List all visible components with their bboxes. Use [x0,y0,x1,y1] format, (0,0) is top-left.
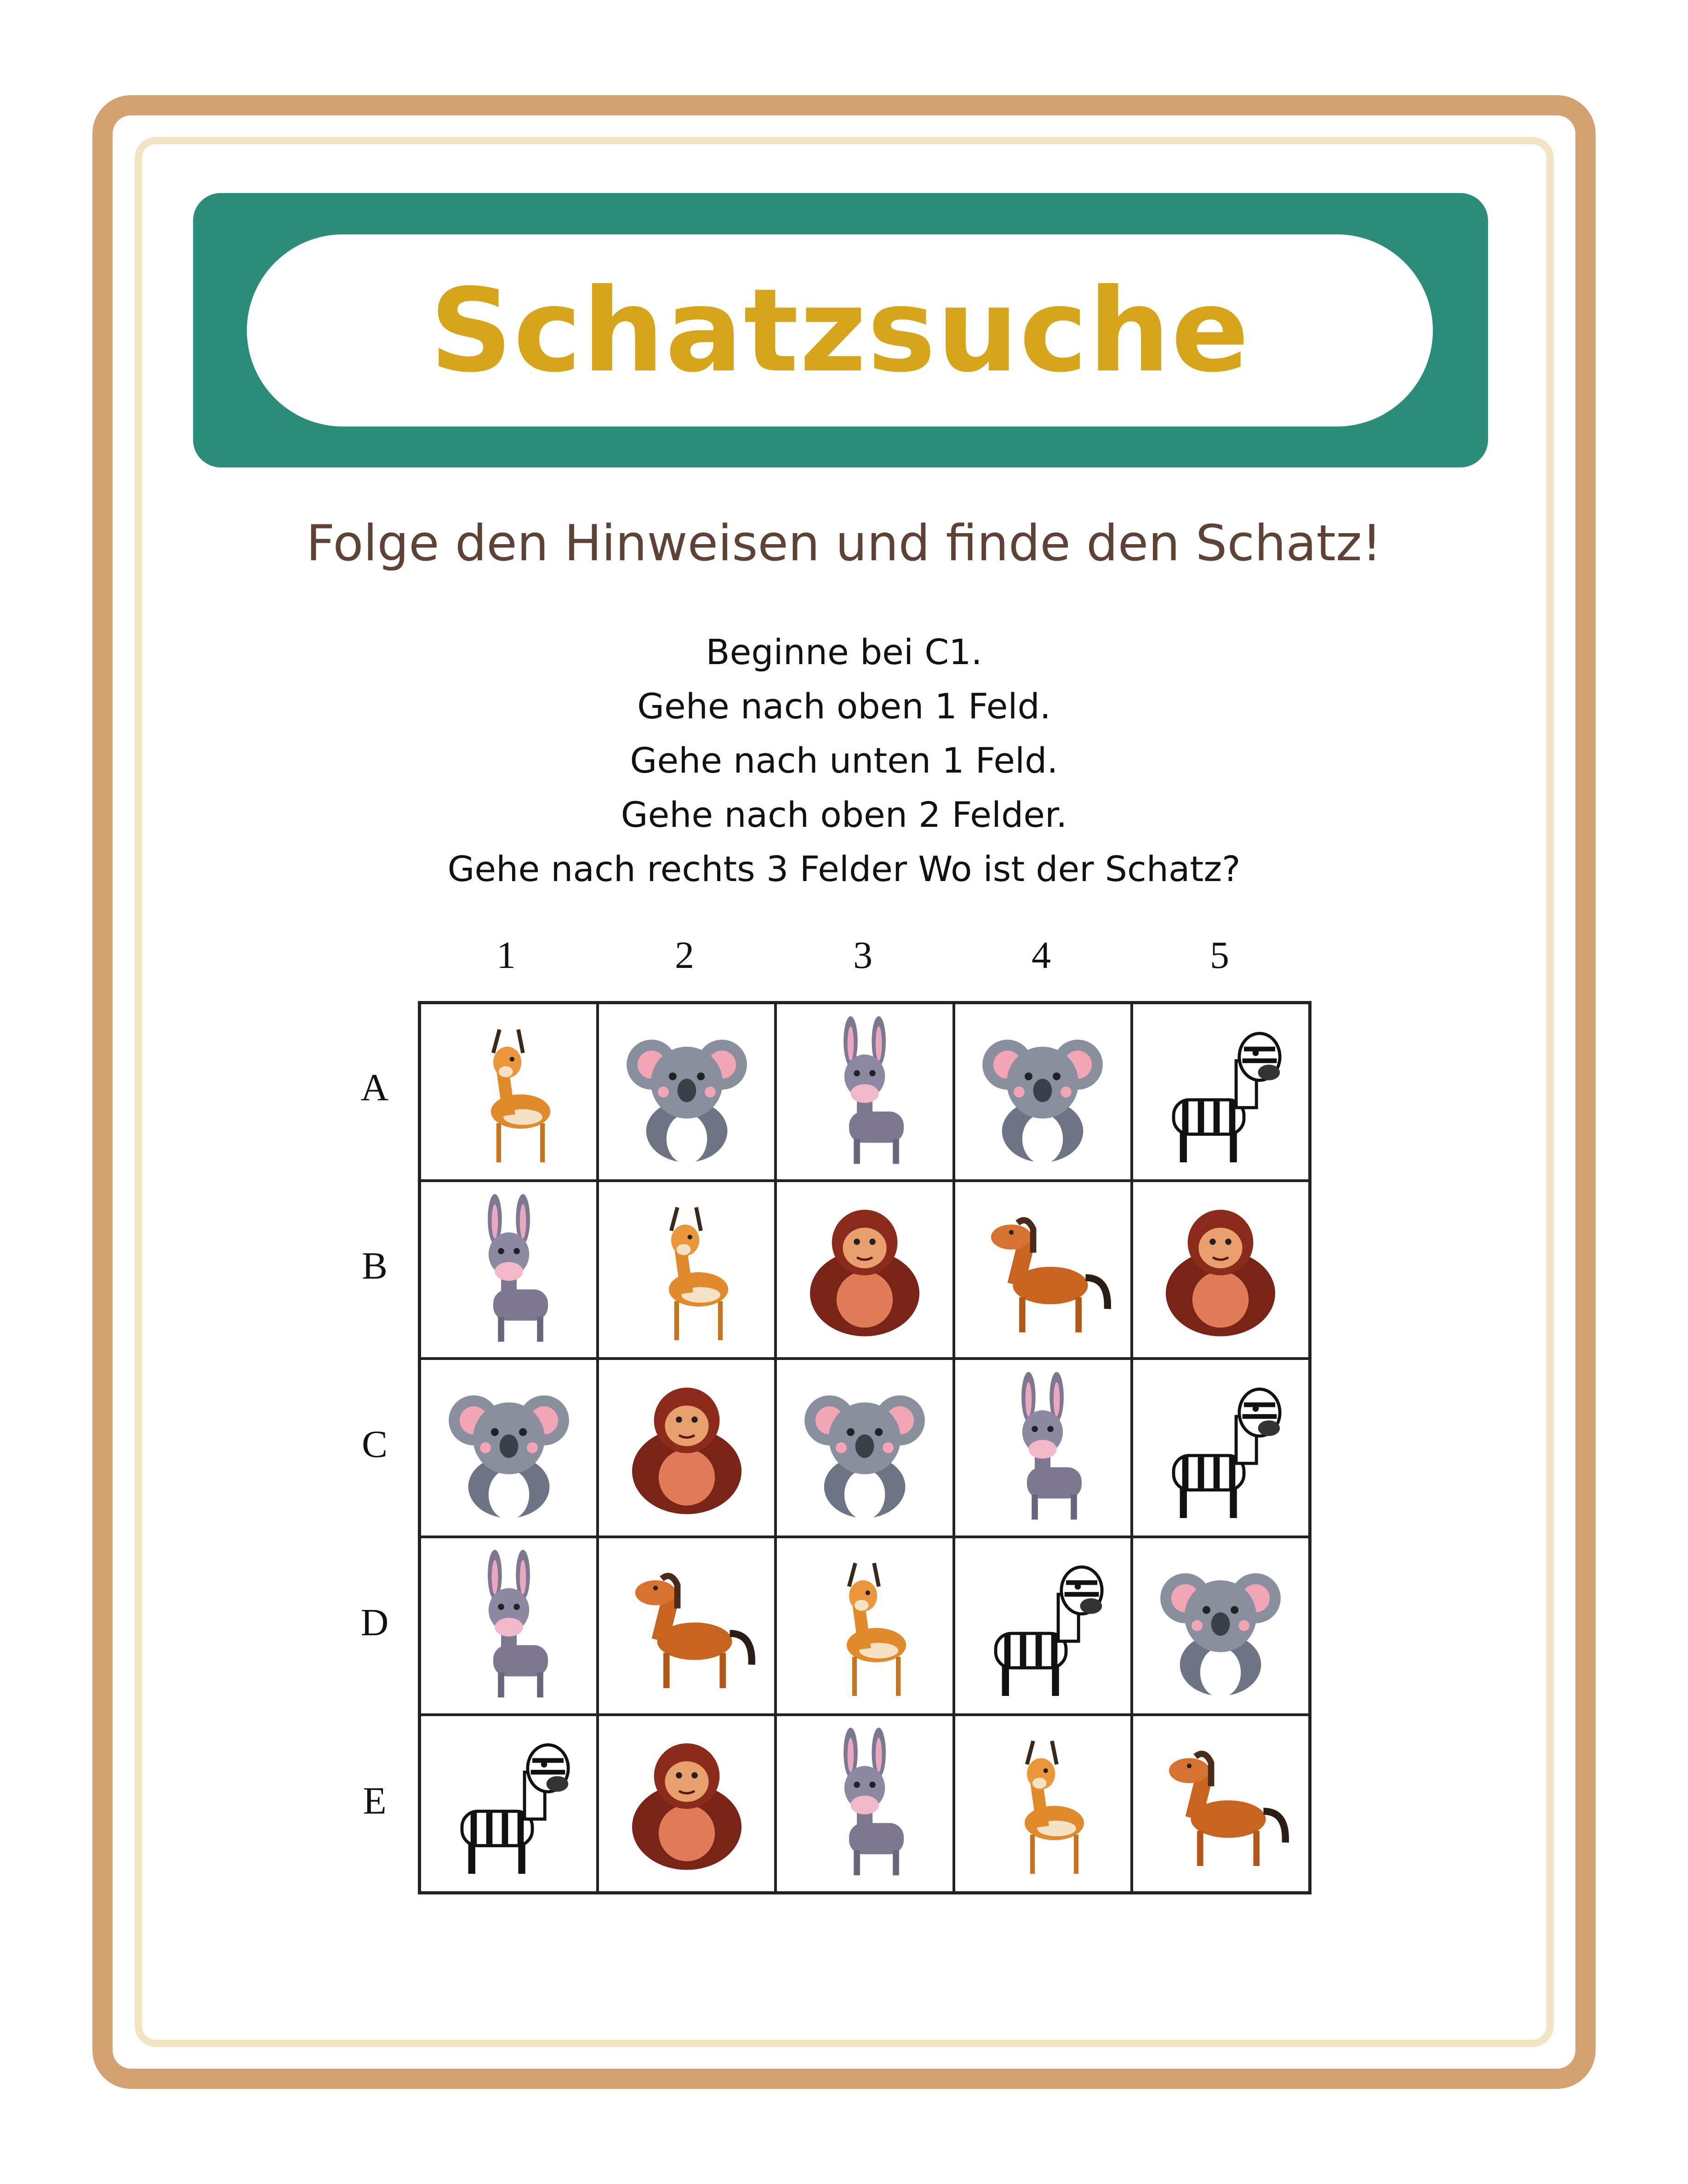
row-label: D [360,1601,389,1644]
grid-cell [420,1537,598,1715]
grid-cell [598,1181,776,1359]
orangutan-icon [1142,1192,1299,1348]
grid-cell [420,1181,598,1359]
gazelle-icon [431,1014,587,1170]
grid-cell [420,1003,598,1181]
orangutan-icon [609,1725,765,1882]
grid-cell [776,1715,953,1893]
grid-cell [598,1003,776,1181]
hint-line: Gehe nach rechts 3 Felder Wo ist der Schatz? [447,848,1241,889]
column-label: 2 [675,934,694,977]
donkey-icon [431,1192,587,1348]
hint-line: Beginne bei C1. [706,631,982,672]
koala-icon [609,1014,765,1170]
subtitle: Folge den Hinweisen und finde den Schatz! [306,515,1382,572]
column-label: 1 [496,934,516,977]
column-label: 5 [1210,934,1229,977]
title-pill [247,234,1433,427]
page-title: Schatzsuche [429,263,1250,398]
grid-cell [1132,1359,1310,1536]
zebra-icon [431,1725,587,1882]
column-label: 4 [1032,934,1051,977]
hint-line: Gehe nach oben 1 Feld. [637,686,1051,727]
grid-cell [420,1715,598,1893]
grid-cell [1132,1715,1310,1893]
grid-cell [776,1003,953,1181]
koala-icon [431,1370,587,1526]
hint-line: Gehe nach oben 2 Felder. [621,794,1067,835]
koala-icon [1142,1547,1299,1704]
grid-cell [954,1359,1132,1536]
grid-cell [954,1181,1132,1359]
row-label: A [360,1066,389,1109]
orangutan-icon [609,1370,765,1526]
horse-icon [964,1192,1121,1348]
grid-cell [420,1359,598,1536]
koala-icon [787,1370,943,1526]
grid-cell [1132,1003,1310,1181]
zebra-icon [1142,1370,1299,1526]
row-label: B [361,1245,388,1287]
grid-cell [954,1715,1132,1893]
zebra-icon [1142,1014,1299,1170]
grid-cell [598,1715,776,1893]
orangutan-icon [787,1192,943,1348]
treasure-grid [418,1001,1312,1894]
grid-cell [954,1537,1132,1715]
donkey-icon [787,1014,943,1170]
hint-list [0,625,1688,896]
donkey-icon [964,1370,1121,1526]
hint-line: Gehe nach unten 1 Feld. [630,740,1058,781]
grid-cell [776,1359,953,1536]
horse-icon [609,1547,765,1704]
horse-icon [1142,1725,1299,1882]
grid-cell [776,1181,953,1359]
row-label: E [363,1780,387,1822]
gazelle-icon [964,1725,1121,1882]
grid-cell [1132,1181,1310,1359]
gazelle-icon [609,1192,765,1348]
column-label: 3 [853,934,873,977]
grid-cell [598,1537,776,1715]
title-banner [193,193,1488,467]
row-label: C [361,1423,388,1466]
donkey-icon [431,1547,587,1704]
zebra-icon [964,1547,1121,1704]
grid-cell [776,1537,953,1715]
grid-cell [1132,1537,1310,1715]
grid-cell [954,1003,1132,1181]
gazelle-icon [787,1547,943,1704]
grid-cell [598,1359,776,1536]
koala-icon [964,1014,1121,1170]
donkey-icon [787,1725,943,1882]
